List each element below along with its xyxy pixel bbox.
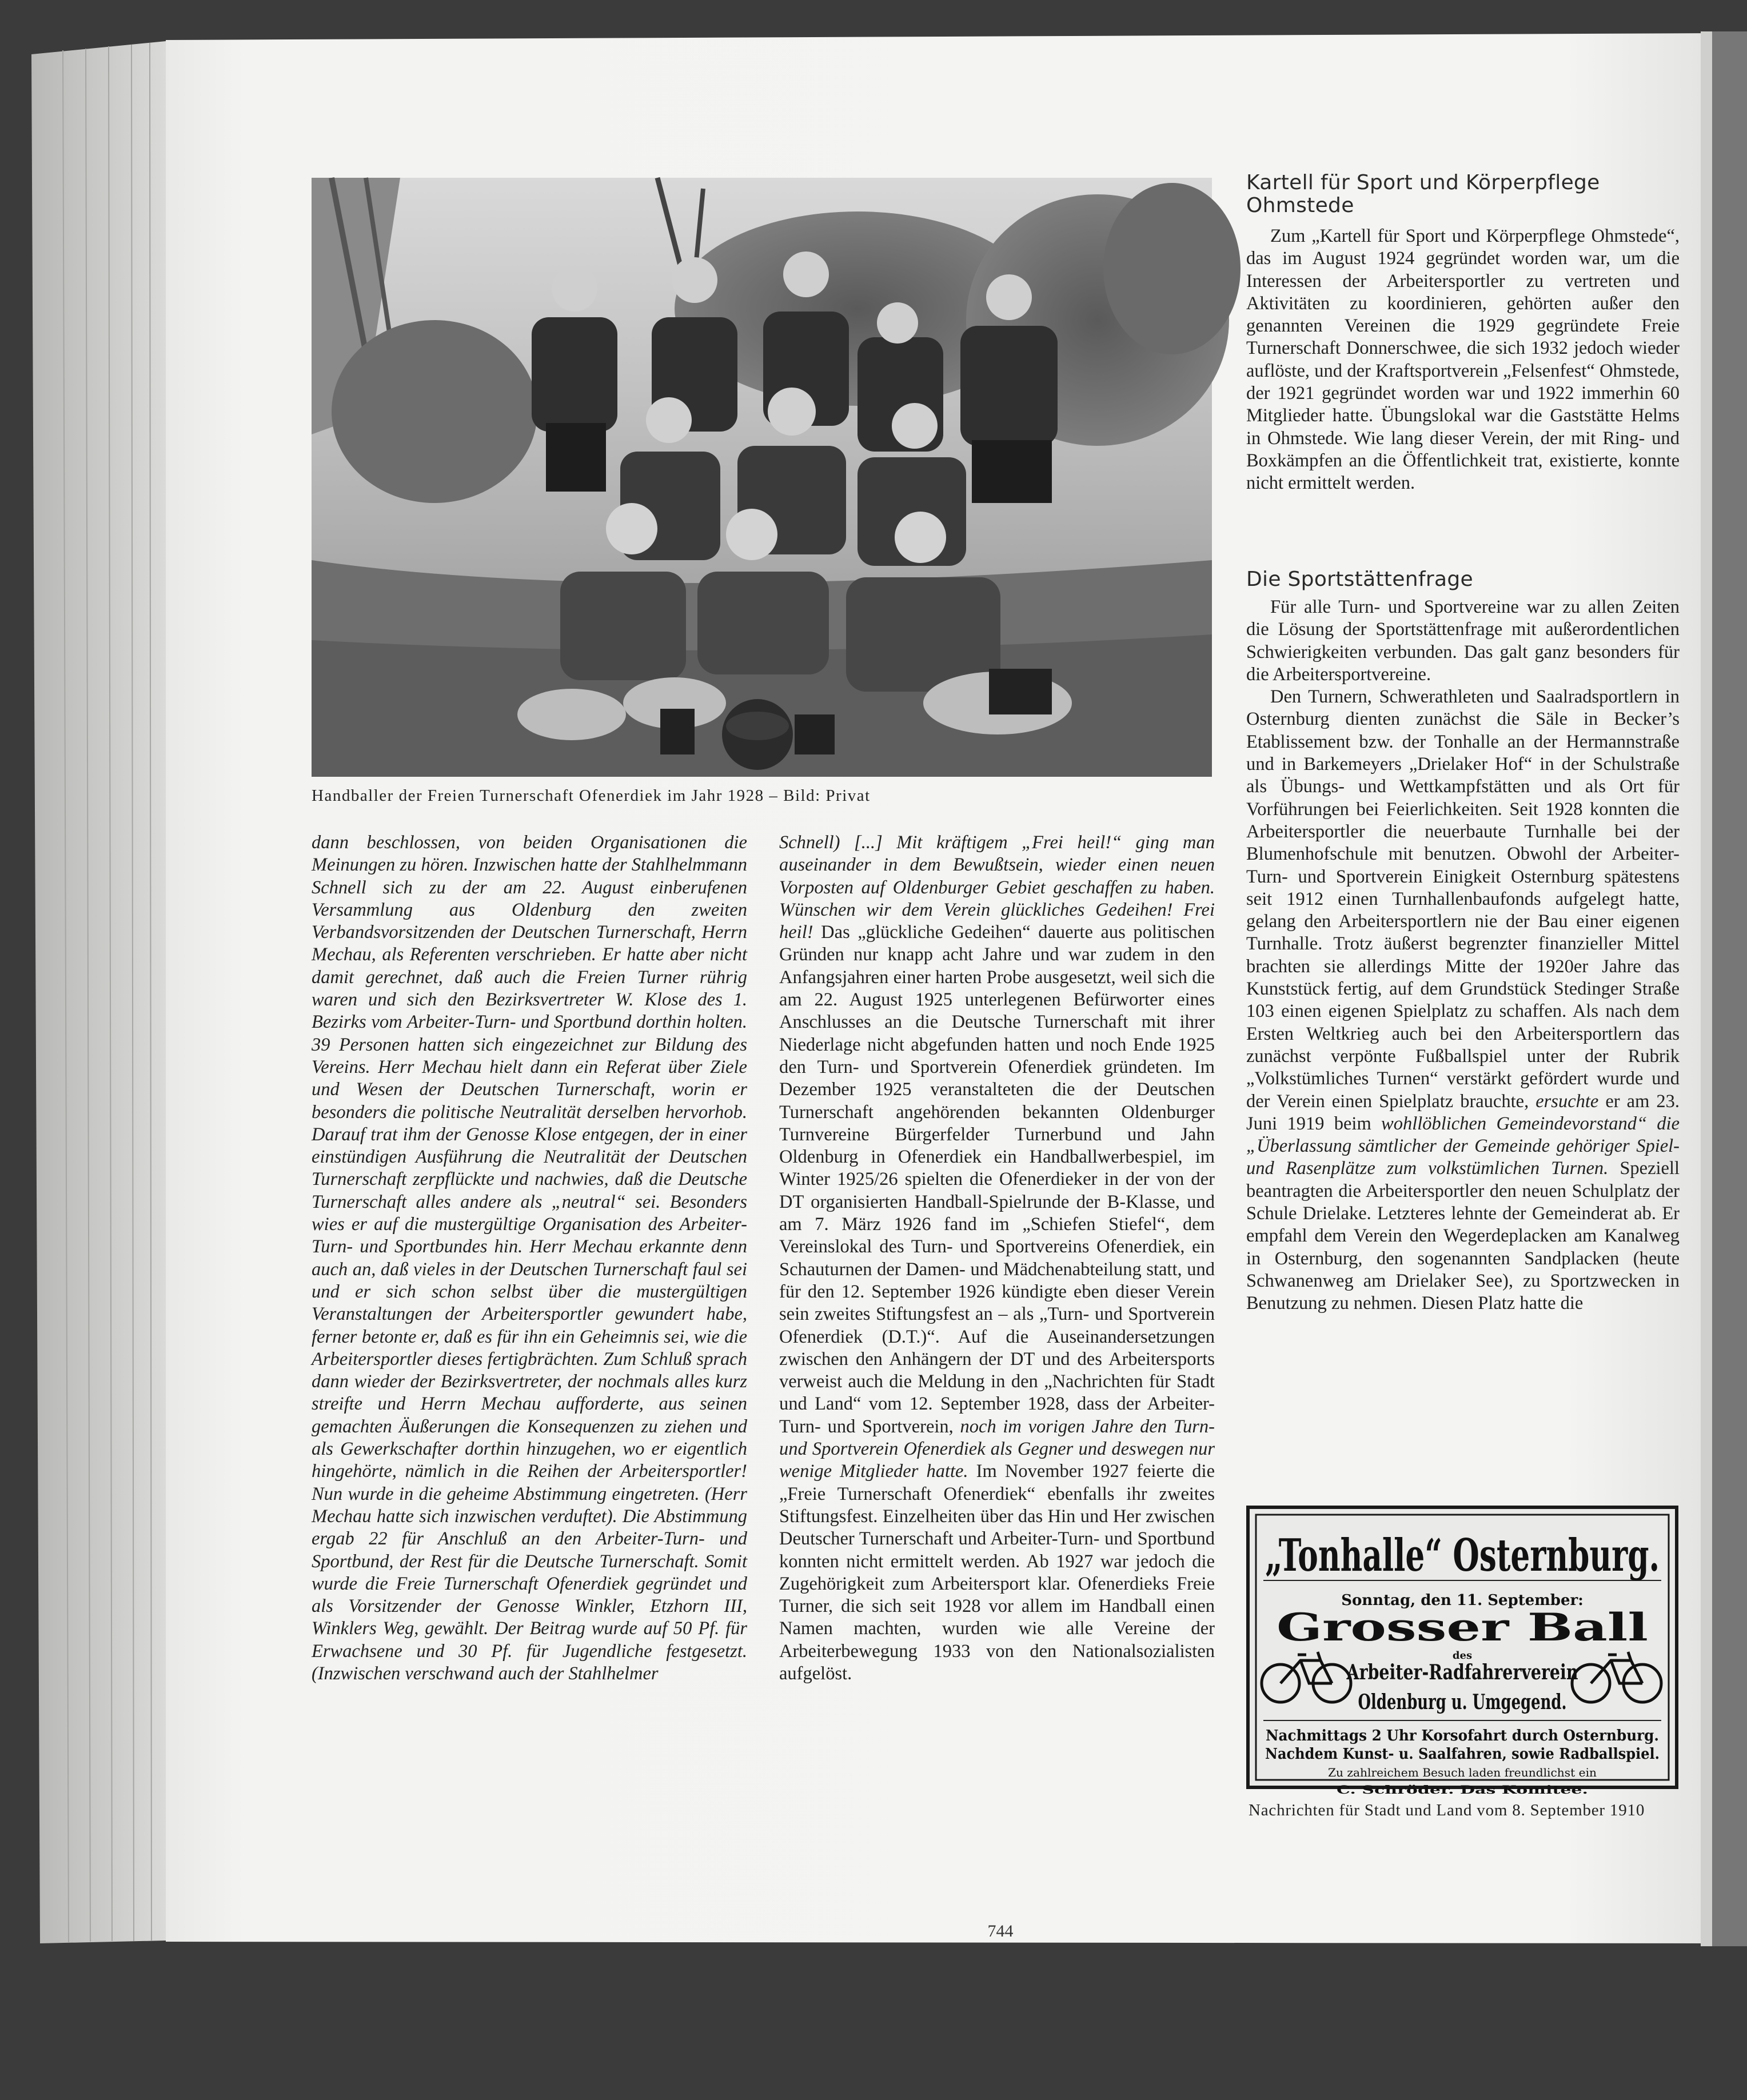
advert-title: „Tonhalle“ Osternburg. [1265, 1530, 1660, 1582]
advert-caption: Nachrichten für Stadt und Land vom 8. September 1910 [1249, 1801, 1645, 1819]
middle-text-part-2: Im November 1927 feierte die „Freie Turnerschaft Ofenerdiek“ ebenfalls ihr zweites Stiftungsfest. Einzelheiten über das Hin und Her zwischen Deutscher Turnerschaft und Arbeiter-Turn- und Sportbund konnten nicht ermittelt werden. Ab 1927 war jedoch die Zugehörigkeit zum Arbeitersport klar. Ofenerdieks Freie Turner, die sich seit 1928 vor allem im Handball einen Namen machten, wurden wie alle Vereine der Arbeiterbewegung 1933 von den Nationalsozialisten aufgelöst. [779, 1461, 1215, 1684]
left-text-column [312, 832, 747, 1685]
left-column-text: dann beschlossen, von beiden Organisationen die Meinungen zu hören. Inzwischen hatte der Stahlhelmmann Schnell sich zu der am 22. August einberufenen Versammlung aus Oldenburg den zweiten Verbandsvorsitzenden der Deutschen Turnerschaft, Herrn Mechau, als Referenten verschrieben. Er hatte aber nicht damit gerechnet, daß auch die Freien Turner rührig waren und sich den Bezirksvertreter W. Klose des 1. Bezirks vom Arbeiter-Turn- und Sportbund dorthin holten. 39 Personen hatten sich eingezeichnet zur Bildung des Vereins. Herr Mechau hielt dann ein Referat über Ziele und Wesen der Deutschen Turnerschaft, worin er besonders die politische Neutralität derselben hervorhob. Darauf trat ihm der Genosse Klose entgegen, der in einer einstündigen Ausführung die Neutralität der Deutschen Turnerschaft zerpflückte und nachwies, daß die Deutsche Turnerschaft alles andere als „neutral“ sei. Besonders wies er auf die mustergültige Organisation des Arbeiter-Turn- und Sportbundes hin. Herr Mechau erkannte denn auch an, daß vieles in der Deutschen Turnerschaft faul sei und er sich schon selbst über die mustergültigen Veranstaltungen der Arbeitersportler gewundert habe, ferner betonte er, daß es für ihn ein Geheimnis sei, wie die Arbeitersportler dieses fertigbrächten. Zum Schluß sprach dann wieder der Bezirksvertreter, der nochmals alles kurz streifte und Herrn Mechau aufforderte, aus seinen gemachten Äußerungen die Konsequenzen zu ziehen und als Gewerkschafter dorthin hinzugehen, wo er eigentlich hingehörte, nämlich in die Reihen der Arbeitersportler! Nun wurde in die geheime Abstimmung eingetreten. (Herr Mechau hatte sich inzwischen verduftet). Die Abstimmung ergab 22 für Anschluß an den Arbeiter-Turn- und Sportbund, der Rest für die Deutsche Turnerschaft. Somit wurde die Freie Turnerschaft Ofenerdiek gegründet und als Vorsitzender der Genosse Winkler, Etzhorn III, Winklers Weg, gewählt. Der Beitrag wurde auf 50 Pf. für Erwachsene und 30 Pf. für Jugendliche festgesetzt. (Inzwischen verschwand auch der Stahlhelmer [312, 832, 747, 1684]
osternburg-text-b: er am 23. Juni 1919 beim [1246, 1091, 1680, 1134]
page-number: 744 [987, 1922, 1014, 1941]
osternburg-text-a: Den Turnern, Schwerathleten und Saalradsportlern in Osternburg dienten zunächst die Säle in Becker’s Etablissement bzw. der Tonhalle an der Hermannstraße und in Barkemeyers „Drielaker Hof“ in der Schulstraße als Übungs- und Wettkampfstätten und als Ort für Vorführungen bei Feierlichkeiten. Seit 1928 konnten die Arbeitersportler die neuerbaute Turnhalle bei der Blumenhofschule mit benutzen. Obwohl der Arbeiter-Turn- und Sportverein Einigkeit Osternburg spätestens seit 1912 einen Turnhallenbaufonds aufgelegt hatte, gelang den Arbeitersportlern nie der Bau einer eigenen Turnhalle. Trotz äußerst begrenzter finanzieller Mittel brachten sie allerdings Mitte der 1920er Jahre das Kunststück fertig, auf dem Grundstück Stedinger Straße 103 einen eigenen Spielplatz zu schaffen. Als nach dem Ersten Weltkrieg auch bei den Arbeitersportlern das zunächst verpönte Fußballspiel unter der Rubrik „Volkstümliches Turnen“ verstärkt gefördert wurde und der Verein einen Spielplatz brauchte, [1246, 686, 1680, 1112]
middle-text-part-1: Das „glückliche Gedeihen“ dauerte aus politischen Gründen nur knapp acht Jahre und war zudem in den Anfangsjahren einer harten Probe ausgesetzt, weil sich die am 22. August 1925 unterlegenen Befürworter eines Anschlusses an die Deutsche Turnerschaft mit ihrer Niederlage nicht abgefunden hatten und noch Ende 1925 den Turn- und Sportverein Ofenerdiek gründeten. Im Dezember 1925 veranstalteten die der Deutschen Turnerschaft angehörenden bekannten Oldenburger Turnvereine Bürgerfelder Turnerbund und Jahn Oldenburg in Ofenerdiek ein Handballwerbespiel, im Winter 1925/26 spielten die Ofenerdieker in der von der DT organisierten Handball-Spielrunde der B-Klasse, und am 7. März 1926 fand im „Schiefen Stiefel“, dem Vereinslokal des Turn- und Sportvereins Ofenerdiek, ein Schauturnen der Damen- und Mädchenabteilung statt, und für den 12. September 1926 kündigte eben dieser Verein sein zweites Stiftungsfest an – als „Turn- und Sportverein Ofenerdiek (D.T.)“. Auf die Auseinandersetzungen zwischen den Anhängern der DT und des Arbeitersports verweist auch die Meldung in den „Nachrichten für Stadt und Land“ vom 12. September 1928, dass der Arbeiter-Turn- und Sportverein, [779, 922, 1215, 1437]
advert-headline: Grosser Ball [1277, 1605, 1648, 1650]
advert-line-3: Zu zahlreichem Besuch laden freundlichst ein [1328, 1766, 1597, 1779]
advert-line-4: C. Schröder. Das Komitee. [1337, 1783, 1588, 1796]
middle-text-column [779, 832, 1215, 1685]
advert-line-1: Nachmittags 2 Uhr Korsofahrt durch Osternburg. [1266, 1727, 1659, 1744]
osternburg-italic-1: ersuchte [1535, 1091, 1599, 1112]
advert-host-club: Arbeiter-Radfahrerverein [1346, 1660, 1578, 1684]
osternburg-text-c: Speziell beantragten die Arbeitersportler den neuen Schulplatz der Schule Drielake. Letzteres lehnte der Gemeinderat ab. Er empfahl dem Verein den Wegerdeplacken am Kanalweg in Osternburg, den sogenannten Sandplacken (heute Schwanenweg am Drielaker See), zu Sportzwecken in Benutzung zu nehmen. Diesen Platz hatte die [1246, 1158, 1680, 1314]
osternburg-italic-2: wohllöblichen Gemeindevorstand“ die „Überlassung sämtlicher der Gemeinde gehöriger Spiel- und Rasenplätze zum volkstümlichen Turnen. [1246, 1113, 1680, 1179]
kartell-paragraph: Zum „Kartell für Sport und Körperpflege Ohmstede“, das im August 1924 gegründet worden war, um die Interessen der Arbeitersportler zu vertreten und Aktivitäten zu koordinieren, gehörten außer den genannten Vereinen die 1929 gegründete Freie Turnerschaft Donnerschwee, die sich 1932 jedoch wieder auflöste, und der Kraftsportverein „Felsenfest“ Ohmstede, der 1921 gegründet worden war und 1922 immerhin 60 Mitglieder hatte. Übungslokal war die Gaststätte Helms in Ohmstede. Wie lang dieser Verein, der mit Ring- und Boxkämpfen an die Öffentlichkeit trat, existierte, konnte nicht ermittelt werden. [1246, 226, 1680, 494]
advert-host-prefix: des [1452, 1650, 1473, 1662]
middle-quote-inline: noch im vorigen Jahre den Turn- und Sportverein Ofenerdiek als Gegner und deswegen nur wenige Mitglieder hatte. [779, 1416, 1215, 1482]
middle-quote-end: Schnell) [...] Mit kräftigem „Frei heil!“ ging man auseinander in dem Bewußtsein, wieder einen neuen Vorposten auf Oldenburger Gebiet geschaffen zu haben. Wünschen wir dem Verein glückliches Gedeihen! Frei heil! [779, 832, 1215, 943]
heading-sportstaettenfrage: Die Sportstättenfrage [1246, 568, 1473, 591]
middle-column-paragraph [779, 832, 1215, 1685]
heading-kartell: Kartell für Sport und Körperpflege Ohmstede [1246, 171, 1600, 217]
right-text-column-bottom [1246, 596, 1680, 1315]
advert-line-2: Nachdem Kunst- u. Saalfahren, sowie Radballspiel. [1265, 1746, 1660, 1763]
photo-caption: Handballer der Freien Turnerschaft Ofenerdiek im Jahr 1928 – Bild: Privat [312, 786, 871, 805]
sportstaetten-intro-paragraph: Für alle Turn- und Sportvereine war zu allen Zeiten die Lösung der Sportstättenfrage mit außerordentlichen Schwierigkeiten verbunden. Das galt ganz besonders für die Arbeitersportvereine. [1246, 597, 1680, 685]
right-text-column-top [1246, 225, 1680, 495]
advert-host-place: Oldenburg u. Umgegend. [1358, 1690, 1567, 1714]
osternburg-paragraph [1246, 686, 1680, 1315]
advert-date-line: Sonntag, den 11. September: [1341, 1592, 1584, 1609]
